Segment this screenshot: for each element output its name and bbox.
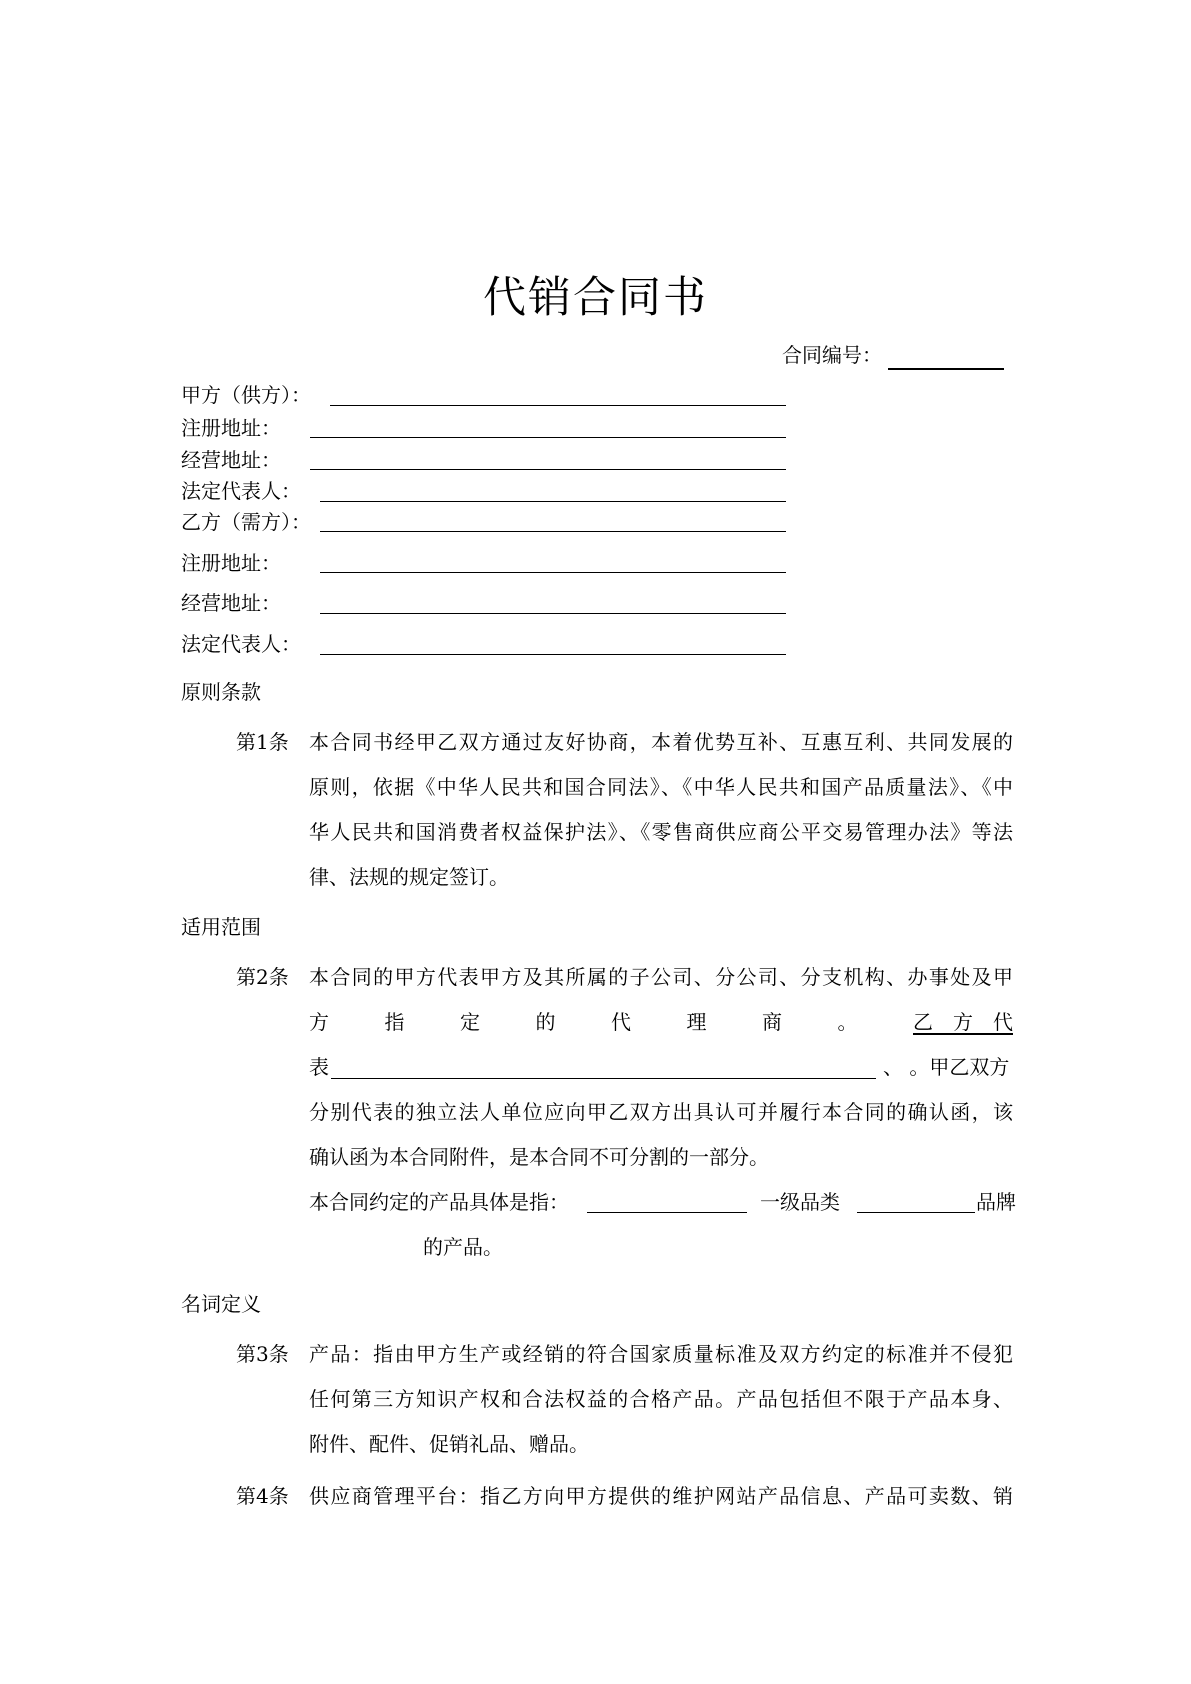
article-1-number: 第1条 — [236, 730, 289, 754]
contract-number-blank[interactable] — [888, 344, 1004, 370]
brand-blank[interactable] — [857, 1212, 975, 1213]
product-mid: 一级品类 — [760, 1190, 840, 1214]
product-suffix-row — [976, 1187, 1016, 1217]
article-2-line: 本合同的甲方代表甲方及其所属的子公司、分公司、分支机构、办事处及甲 — [309, 965, 1013, 989]
party-b-label: 乙方（需方）： — [181, 510, 311, 534]
product-end: 的产品。 — [423, 1235, 503, 1259]
party-b-biz-address-label: 经营地址： — [181, 591, 281, 615]
spread-char: 代 — [611, 1010, 631, 1034]
represents-head: 表 — [309, 1055, 329, 1079]
party-b-legal-rep-blank[interactable] — [320, 654, 786, 655]
article-3-line: 产品：指由甲方生产或经销的符合国家质量标准及双方约定的标准并不侵犯 — [309, 1342, 1013, 1366]
article-2-line: 分别代表的独立法人单位应向甲乙双方出具认可并履行本合同的确认函，该 — [309, 1100, 1013, 1124]
party-a-blank[interactable] — [330, 405, 786, 406]
party-b-reg-address-label: 注册地址： — [181, 551, 281, 575]
party-a-legal-rep-blank[interactable] — [320, 501, 786, 502]
article-1-line: 华人民共和国消费者权益保护法》、《零售商供应商公平交易管理办法》等法 — [309, 820, 1013, 844]
spread-char: 方 — [309, 1010, 329, 1034]
represents-tail-row — [883, 1052, 1009, 1082]
section-scope: 适用范围 — [181, 915, 261, 939]
section-principles: 原则条款 — [181, 680, 261, 704]
represents-tail: 、 。甲乙双方 — [883, 1055, 1010, 1079]
product-mid-row — [760, 1187, 840, 1217]
article-4-line: 供应商管理平台：指乙方向甲方提供的维护网站产品信息、产品可卖数、销 — [309, 1484, 1013, 1508]
party-a-reg-address-blank[interactable] — [310, 437, 786, 438]
product-suffix: 品牌 — [976, 1190, 1016, 1214]
party-b-reg-address-blank[interactable] — [320, 572, 786, 573]
represents-blank[interactable] — [331, 1078, 876, 1079]
contract-number-label: 合同编号： — [782, 343, 882, 367]
party-a-biz-address-label: 经营地址： — [181, 448, 281, 472]
article-2-line-spread — [309, 1007, 1013, 1037]
category-blank[interactable] — [587, 1212, 747, 1213]
section-definitions: 名词定义 — [181, 1292, 261, 1316]
party-a-biz-address-blank[interactable] — [310, 469, 786, 470]
article-3-line: 附件、配件、促销礼品、赠品。 — [309, 1432, 589, 1456]
party-a-label: 甲方（供方）： — [181, 383, 311, 407]
article-4-number: 第4条 — [236, 1484, 289, 1508]
party-b-represents-underlined: 乙 方 代 — [913, 1010, 1013, 1034]
article-1-line: 律、法规的规定签订。 — [309, 865, 509, 889]
article-1-line: 原则，依据《中华人民共和国合同法》、《中华人民共和国产品质量法》、《中 — [309, 775, 1013, 799]
contract-number-field — [782, 340, 1004, 370]
spread-char: 。 — [837, 1010, 858, 1034]
party-b-legal-rep-label: 法定代表人： — [181, 632, 301, 656]
spread-char: 的 — [535, 1010, 556, 1034]
spread-char: 商 — [762, 1010, 782, 1034]
party-a-legal-rep-label: 法定代表人： — [181, 479, 301, 503]
party-a-reg-address-label: 注册地址： — [181, 416, 281, 440]
article-3-line: 任何第三方知识产权和合法权益的合格产品。产品包括但不限于产品本身、 — [309, 1387, 1013, 1411]
product-end-row — [423, 1232, 503, 1262]
product-prefix: 本合同约定的产品具体是指： — [309, 1190, 569, 1214]
article-3-number: 第3条 — [236, 1342, 289, 1366]
spread-char: 指 — [384, 1010, 405, 1034]
party-b-blank[interactable] — [320, 531, 786, 532]
party-b-biz-address-blank[interactable] — [320, 613, 786, 614]
article-2-line: 确认函为本合同附件，是本合同不可分割的一部分。 — [309, 1145, 769, 1169]
document-title: 代销合同书 — [483, 273, 708, 323]
article-2-number: 第2条 — [236, 965, 289, 989]
spread-char: 理 — [686, 1010, 707, 1034]
article-1-line: 本合同书经甲乙双方通过友好协商，本着优势互补、互惠互利、共同发展的 — [309, 730, 1013, 754]
spread-char: 定 — [460, 1010, 480, 1034]
